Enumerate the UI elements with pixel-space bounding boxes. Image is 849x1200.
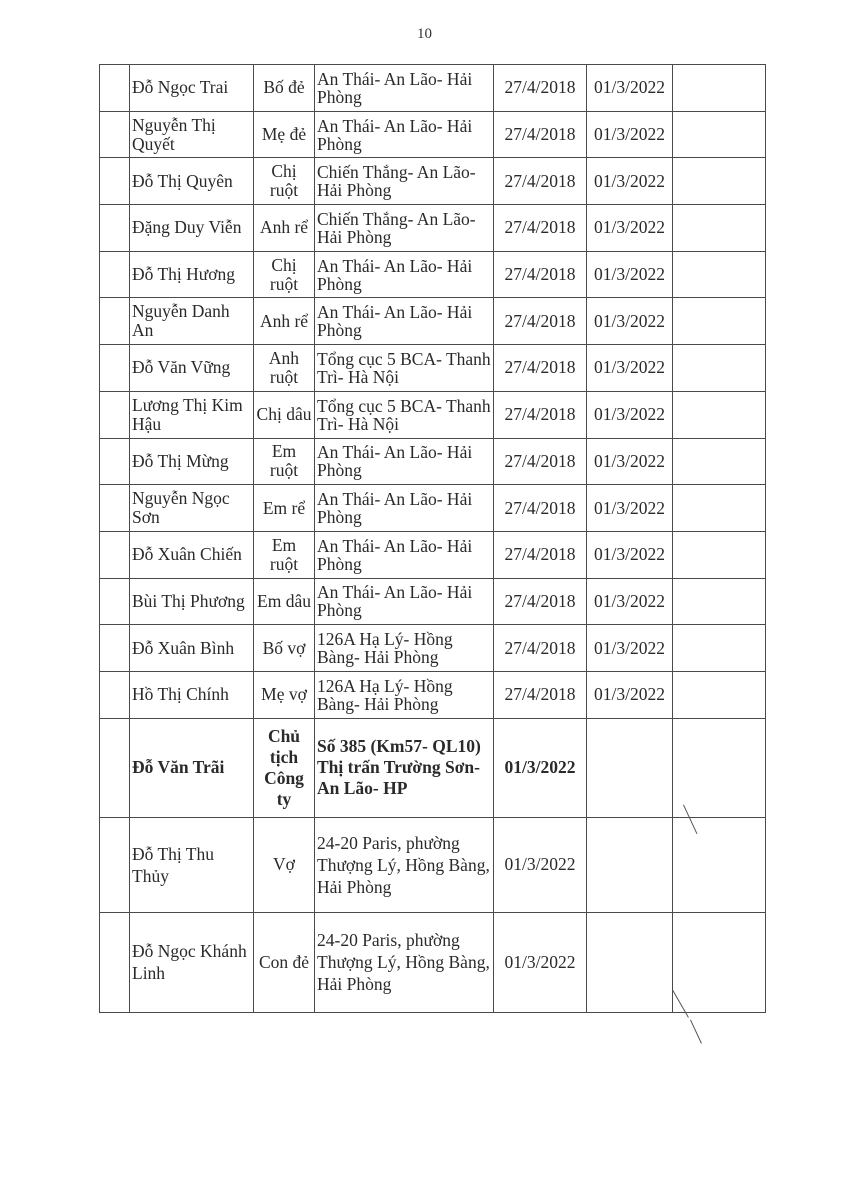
name-cell: Nguyễn Ngọc Sơn [130, 485, 254, 532]
name-cell: Lương Thị Kim Hậu [130, 391, 254, 438]
note-cell [673, 531, 766, 578]
note-cell [673, 65, 766, 112]
relationship-cell: Vợ [254, 817, 315, 912]
address-cell: Số 385 (Km57- QL10) Thị trấn Trường Sơn- An Lão- HP [315, 718, 494, 817]
table-row [100, 671, 766, 718]
relationship-cell: Anh ruột [254, 345, 315, 392]
note-cell [673, 205, 766, 252]
address-cell: An Thái- An Lão- Hải Phòng [315, 65, 494, 112]
date-to-cell: 01/3/2022 [587, 205, 673, 252]
relationship-cell: Bố đẻ [254, 65, 315, 112]
note-cell [673, 251, 766, 298]
name-cell: Đỗ Thị Mừng [130, 438, 254, 485]
relationship-cell: Chị ruột [254, 158, 315, 205]
address-cell: An Thái- An Lão- Hải Phòng [315, 578, 494, 625]
note-cell [673, 345, 766, 392]
stt-cell [100, 578, 130, 625]
address-cell: 24-20 Paris, phường Thượng Lý, Hồng Bàng, Hải Phòng [315, 817, 494, 912]
date-from-cell: 27/4/2018 [494, 485, 587, 532]
date-from-cell: 27/4/2018 [494, 578, 587, 625]
name-cell: Đỗ Xuân Chiến [130, 531, 254, 578]
date-to-cell [587, 912, 673, 1012]
pen-mark [690, 1020, 702, 1044]
date-from-cell: 27/4/2018 [494, 531, 587, 578]
date-from-cell: 27/4/2018 [494, 345, 587, 392]
date-to-cell: 01/3/2022 [587, 298, 673, 345]
name-cell: Đỗ Thị Hương [130, 251, 254, 298]
date-to-cell: 01/3/2022 [587, 438, 673, 485]
date-from-cell: 01/3/2022 [494, 817, 587, 912]
stt-cell [100, 158, 130, 205]
relationship-cell: Con đẻ [254, 912, 315, 1012]
date-to-cell: 01/3/2022 [587, 111, 673, 158]
address-cell: Tổng cục 5 BCA- Thanh Trì- Hà Nội [315, 345, 494, 392]
name-cell: Bùi Thị Phương [130, 578, 254, 625]
stt-cell [100, 718, 130, 817]
table-row [100, 158, 766, 205]
date-from-cell: 27/4/2018 [494, 625, 587, 672]
note-cell [673, 625, 766, 672]
name-cell: Đỗ Ngọc Khánh Linh [130, 912, 254, 1012]
table-body [100, 65, 766, 1013]
relationship-cell: Anh rể [254, 205, 315, 252]
date-from-cell: 27/4/2018 [494, 671, 587, 718]
table-row [100, 438, 766, 485]
relationship-cell: Em dâu [254, 578, 315, 625]
stt-cell [100, 817, 130, 912]
date-to-cell: 01/3/2022 [587, 391, 673, 438]
relationship-cell: Mẹ đẻ [254, 111, 315, 158]
relationship-cell: Em rể [254, 485, 315, 532]
date-to-cell: 01/3/2022 [587, 531, 673, 578]
date-to-cell [587, 817, 673, 912]
table-row [100, 205, 766, 252]
note-cell [673, 671, 766, 718]
stt-cell [100, 298, 130, 345]
relationship-cell: Mẹ vợ [254, 671, 315, 718]
stt-cell [100, 345, 130, 392]
name-cell: Nguyễn Danh An [130, 298, 254, 345]
table-row [100, 625, 766, 672]
stt-cell [100, 251, 130, 298]
address-cell: Tổng cục 5 BCA- Thanh Trì- Hà Nội [315, 391, 494, 438]
date-from-cell: 27/4/2018 [494, 158, 587, 205]
note-cell [673, 158, 766, 205]
table-row [100, 817, 766, 912]
note-cell [673, 485, 766, 532]
relationship-cell: Chị dâu [254, 391, 315, 438]
relationship-cell: Chủ tịch Công ty [254, 718, 315, 817]
name-cell: Nguyễn Thị Quyết [130, 111, 254, 158]
date-from-cell: 01/3/2022 [494, 718, 587, 817]
table-row [100, 298, 766, 345]
date-to-cell [587, 718, 673, 817]
date-to-cell: 01/3/2022 [587, 158, 673, 205]
address-cell: An Thái- An Lão- Hải Phòng [315, 111, 494, 158]
table-row [100, 578, 766, 625]
relationship-cell: Bố vợ [254, 625, 315, 672]
stt-cell [100, 531, 130, 578]
name-cell: Đỗ Xuân Bình [130, 625, 254, 672]
name-cell: Đỗ Ngọc Trai [130, 65, 254, 112]
stt-cell [100, 671, 130, 718]
date-to-cell: 01/3/2022 [587, 345, 673, 392]
stt-cell [100, 65, 130, 112]
date-from-cell: 27/4/2018 [494, 391, 587, 438]
relationship-cell: Chị ruột [254, 251, 315, 298]
date-from-cell: 27/4/2018 [494, 251, 587, 298]
address-cell: Chiến Thắng- An Lão- Hải Phòng [315, 158, 494, 205]
table-row [100, 251, 766, 298]
note-cell [673, 391, 766, 438]
note-cell [673, 438, 766, 485]
name-cell: Đỗ Văn Vững [130, 345, 254, 392]
date-to-cell: 01/3/2022 [587, 485, 673, 532]
note-cell [673, 817, 766, 912]
note-cell [673, 718, 766, 817]
date-from-cell: 27/4/2018 [494, 298, 587, 345]
date-to-cell: 01/3/2022 [587, 65, 673, 112]
stt-cell [100, 391, 130, 438]
page-number: 10 [417, 26, 432, 42]
date-to-cell: 01/3/2022 [587, 578, 673, 625]
stt-cell [100, 625, 130, 672]
date-from-cell: 27/4/2018 [494, 438, 587, 485]
address-cell: 24-20 Paris, phường Thượng Lý, Hồng Bàng, Hải Phòng [315, 912, 494, 1012]
stt-cell [100, 485, 130, 532]
date-from-cell: 27/4/2018 [494, 111, 587, 158]
related-persons-table [99, 64, 766, 1013]
relationship-cell: Anh rể [254, 298, 315, 345]
date-to-cell: 01/3/2022 [587, 625, 673, 672]
name-cell: Đỗ Thị Thu Thủy [130, 817, 254, 912]
relationship-cell: Em ruột [254, 438, 315, 485]
stt-cell [100, 912, 130, 1012]
date-from-cell: 01/3/2022 [494, 912, 587, 1012]
relationship-cell: Em ruột [254, 531, 315, 578]
name-cell: Đỗ Thị Quyên [130, 158, 254, 205]
name-cell: Đặng Duy Viễn [130, 205, 254, 252]
address-cell: An Thái- An Lão- Hải Phòng [315, 251, 494, 298]
table-row [100, 391, 766, 438]
address-cell: An Thái- An Lão- Hải Phòng [315, 531, 494, 578]
address-cell: 126A Hạ Lý- Hồng Bàng- Hải Phòng [315, 671, 494, 718]
stt-cell [100, 205, 130, 252]
address-cell: An Thái- An Lão- Hải Phòng [315, 298, 494, 345]
address-cell: An Thái- An Lão- Hải Phòng [315, 438, 494, 485]
address-cell: Chiến Thắng- An Lão- Hải Phòng [315, 205, 494, 252]
table-row [100, 485, 766, 532]
name-cell: Đỗ Văn Trãi [130, 718, 254, 817]
table-row [100, 65, 766, 112]
date-to-cell: 01/3/2022 [587, 251, 673, 298]
name-cell: Hồ Thị Chính [130, 671, 254, 718]
date-to-cell: 01/3/2022 [587, 671, 673, 718]
date-from-cell: 27/4/2018 [494, 205, 587, 252]
table-row [100, 111, 766, 158]
stt-cell [100, 438, 130, 485]
table-row [100, 718, 766, 817]
note-cell [673, 111, 766, 158]
table-row [100, 912, 766, 1012]
table-row [100, 345, 766, 392]
address-cell: An Thái- An Lão- Hải Phòng [315, 485, 494, 532]
table-row [100, 531, 766, 578]
date-from-cell: 27/4/2018 [494, 65, 587, 112]
note-cell [673, 298, 766, 345]
note-cell [673, 912, 766, 1012]
stt-cell [100, 111, 130, 158]
note-cell [673, 578, 766, 625]
address-cell: 126A Hạ Lý- Hồng Bàng- Hải Phòng [315, 625, 494, 672]
